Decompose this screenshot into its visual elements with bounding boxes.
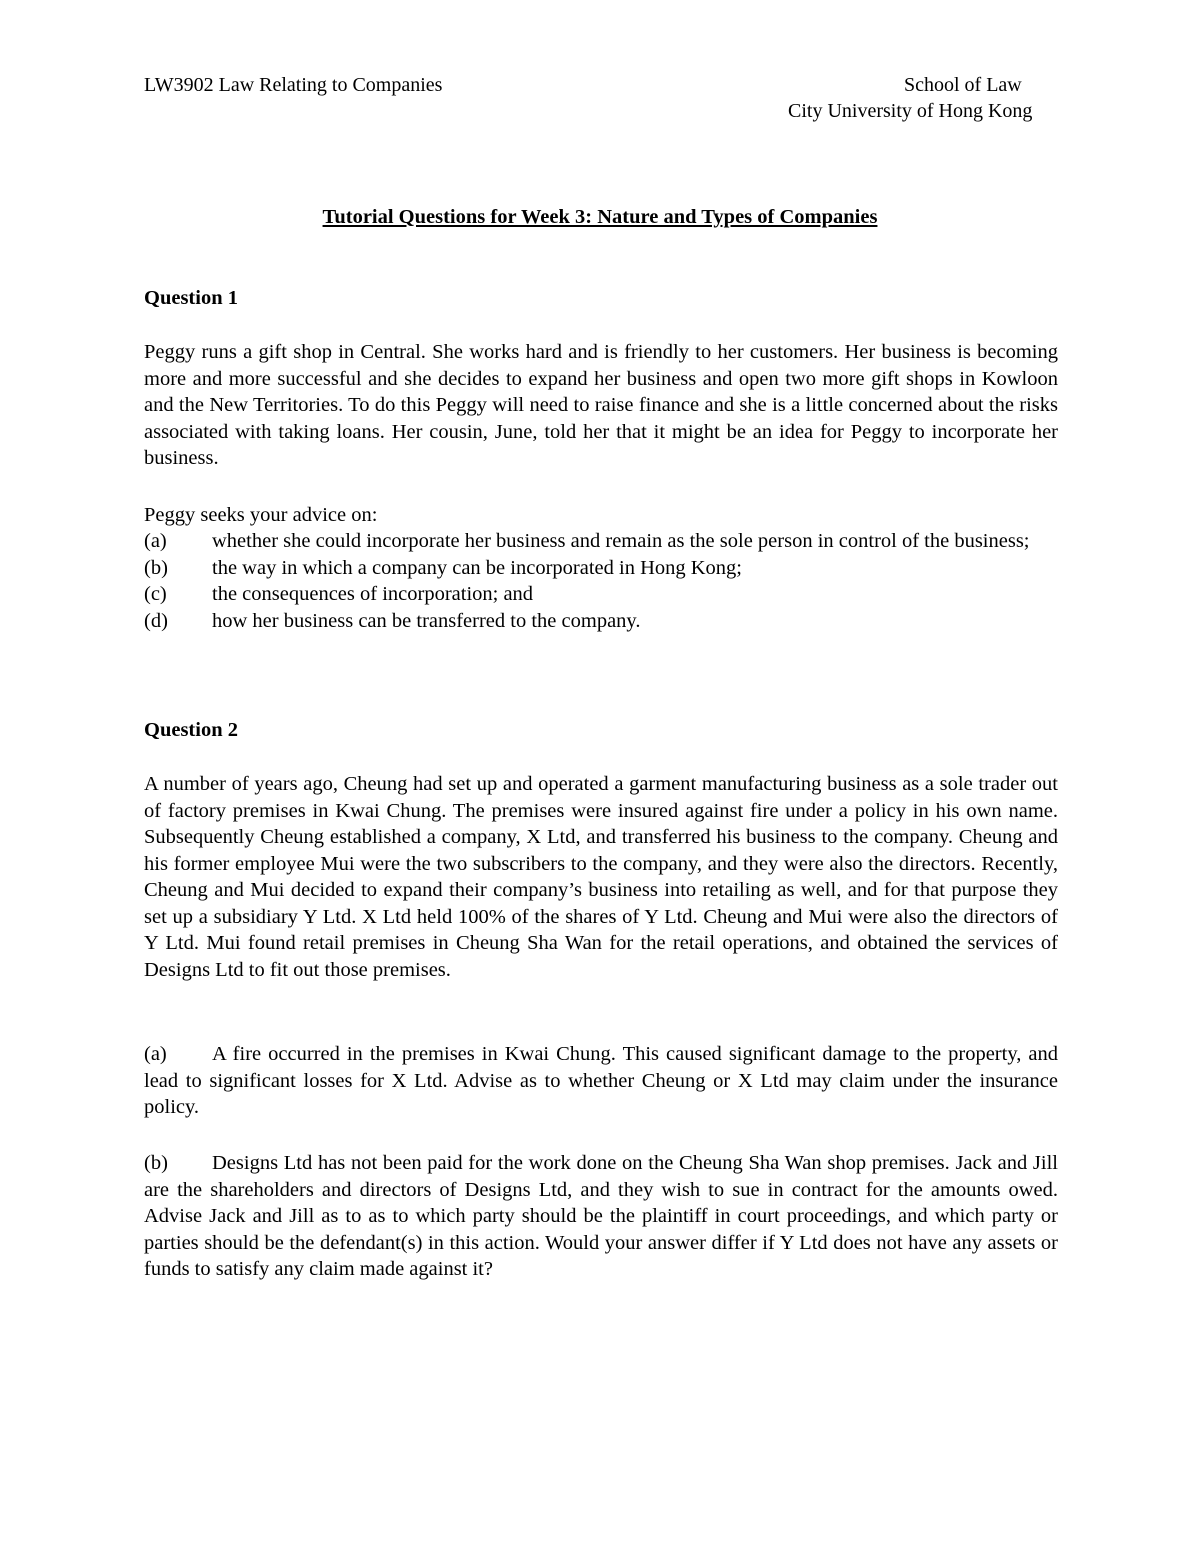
part-a-text: A fire occurred in the premises in Kwai Chung. This caused significant damage to the property, and lead to significant losses for X Ltd. Advise as to whether Cheung or X Ltd may claim under the insurance policy.	[144, 1043, 1058, 1118]
list-item	[144, 581, 1058, 608]
item-text: how her business can be transferred to the company.	[212, 609, 641, 632]
list-item	[144, 528, 1058, 555]
list-item	[144, 555, 1058, 582]
question-1-heading: Question 1	[144, 287, 238, 309]
item-text: the consequences of incorporation; and	[212, 583, 534, 605]
list-item	[144, 608, 1058, 635]
item-label: (b)	[144, 556, 168, 579]
question-2-facts: A number of years ago, Cheung had set up and operated a garment manufacturing business as a sole trader out of factory premises in Kwai Chung. The premises were insured against fire under a policy in his own name. Subsequently Cheung established a company, X Ltd, and transferred his business to the company. Cheung and his former employee Mui were the two subscribers to the company, and they were also the directors. Recently, Cheung and Mui decided to expand their company’s business into retailing as well, and for that purpose they set up a subsidiary Y Ltd. X Ltd held 100% of the shares of Y Ltd. Cheung and Mui were also the directors of Y Ltd. Mui found retail premises in Cheung Sha Wan for the retail operations, and obtained the services of Designs Ltd to fit out those premises.	[144, 773, 1058, 981]
part-b-text: Designs Ltd has not been paid for the work done on the Cheung Sha Wan shop premises. Jack and Jill are the shareholders and directors of Designs Ltd, and they wish to sue in contract for the amounts owed. Advise Jack and Jill as to as to which party should be the plaintiff in court proceedings, and which party or parties should be the defendant(s) in this action. Would your answer differ if Y Ltd does not have any assets or funds to satisfy any claim made against it?	[144, 1152, 1058, 1280]
document-title: Tutorial Questions for Week 3: Nature and Types of Companies	[322, 206, 878, 228]
item-text: whether she could incorporate her business and remain as the sole person in control of the business;	[212, 530, 1030, 552]
item-label: (a)	[144, 530, 167, 552]
item-label: (d)	[144, 609, 168, 632]
question-1-facts: Peggy runs a gift shop in Central. She works hard and is friendly to her customers. Her business is becoming more and more successful and she decides to expand her business and open two more gift shops in Kowloon and the New Territories. To do this Peggy will need to raise finance and she is a little concerned about the risks associated with taking loans. Her cousin, June, told her that it might be an idea for Peggy to incorporate her business.	[144, 341, 1058, 469]
school-header: School of Law	[904, 74, 1022, 96]
question-1-intro: Peggy seeks your advice on:	[144, 504, 378, 526]
question-2-heading: Question 2	[144, 719, 238, 741]
item-text: the way in which a company can be incorporated in Hong Kong;	[212, 556, 742, 579]
part-a-label: (a)	[144, 1043, 167, 1065]
part-b-label: (b)	[144, 1152, 168, 1174]
question-2-part-b	[144, 1150, 1058, 1283]
item-label: (c)	[144, 583, 167, 605]
university-header: City University of Hong Kong	[788, 100, 1033, 122]
course-header: LW3902 Law Relating to Companies	[144, 74, 443, 96]
question-2-part-a	[144, 1041, 1058, 1121]
question-1-list	[144, 528, 1058, 634]
